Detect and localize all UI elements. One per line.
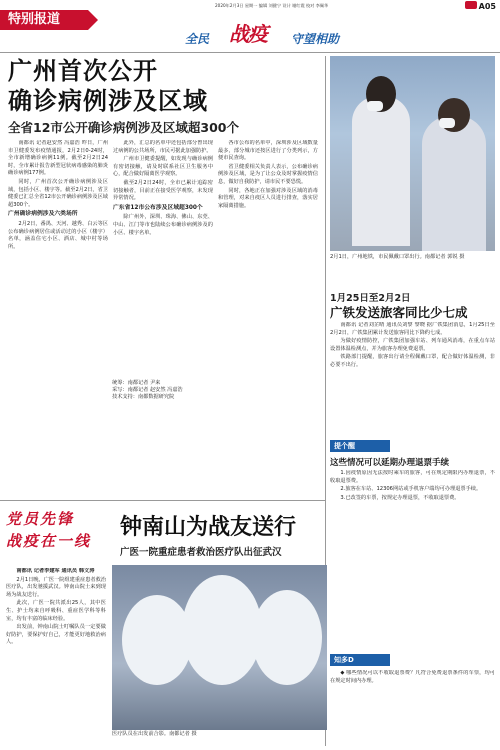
bottom-article-body	[6, 568, 106, 746]
article-paragraph: 南都讯 记者赵安然 冯嘉浩 昨日，广州市卫健委发布疫情通报，2月2日0-24时，全市新增确诊病例11例。截至2月2日24时，全市累计报告新型冠状病毒感染的肺炎确诊病例177例。	[8, 140, 108, 177]
article-paragraph: 此次，广医一院共派出25人，其中医生、护士均来自呼吸科、重症医学科等科室，均有丰富的临床经验。	[6, 600, 106, 622]
news-photo-medical-team	[112, 565, 327, 730]
photo-person	[182, 575, 262, 685]
article-column-2	[113, 140, 213, 375]
date-heading: 1月25日至2月2日	[330, 293, 411, 304]
slogan-part-1: 全民	[185, 32, 210, 46]
article-paragraph: 南都讯 记者刘芷晴 通讯员刘黎 黎晓 据广铁集团消息，1月25日至2月2日，广铁集团累计发送旅客同比下降约七成。	[330, 322, 495, 336]
right-article-body	[330, 322, 495, 437]
header-divider	[0, 52, 500, 53]
news-photo-metro	[330, 56, 495, 251]
article-byline: 南都讯 记者李建军 通讯员 韩文涛	[16, 568, 95, 574]
photo-person	[122, 595, 192, 685]
slogan-part-2: 战疫	[229, 22, 267, 46]
knowledge-label: 知多D	[330, 654, 390, 666]
main-headline	[8, 56, 308, 116]
credit-line: 统筹：南都记者 尹来	[112, 380, 161, 386]
tip-paragraph: 2.旅客在车站、12306网站或手机客户端均可办理退票手续。	[340, 486, 482, 493]
photo-caption: 医疗队员在出发前合影。南都记者 摄	[112, 731, 197, 737]
article-paragraph: 截至2月2日24时，全市已累计追踪密切接触者，目前正在接受医学观察，未发现异常情况。	[113, 179, 213, 202]
photo-person	[352, 96, 410, 246]
article-paragraph: 为做好疫情防控，广铁集团加强车站、列车通风消毒，在重点车站设置体温检测点，并为旅客办理免费退票。	[330, 338, 495, 352]
article-column-3	[218, 140, 318, 375]
banner-line-2: 战疫在一线	[6, 532, 92, 550]
photo-person	[422, 116, 486, 251]
article-paragraph: 广州市卫健委提醒，如发现与确诊病例有密切接触，请及时联系社区卫生服务中心，配合做好隔离医学观察。	[113, 156, 213, 178]
credit-line: 采写：南都记者 赵安然 冯嘉浩	[112, 387, 183, 393]
section-divider	[0, 500, 325, 501]
article-paragraph: 同时，各地正在加强对涉及区域的消毒和管理，对来自疫区人员进行排查，落实居家隔离措施。	[218, 187, 318, 209]
credit-line: 技术支持：南都数据研究院	[112, 394, 175, 400]
tip-paragraph: 3.已改签的车票，按规定办理退票，不收取退票费。	[340, 494, 460, 501]
headline-line-1: 广州首次公开	[8, 56, 158, 85]
credits-box	[112, 380, 322, 401]
article-column-1	[8, 140, 108, 495]
article-paragraph: 此外，汇总的名单中还包括部分曾出现过病例的公共场所，市民可据此加强防护。	[113, 140, 213, 154]
knowledge-paragraph: ◆ 哪些情况可以不收取退票费？凡符合免费退票条件的车票，均可在规定时间内办理。	[330, 670, 495, 684]
tip-title: 这些情况可以延期办理退票手续	[330, 458, 450, 468]
bottom-subhead: 广医一院重症患者救治医疗队出征武汉	[120, 547, 282, 558]
banner-line-1: 党员先锋	[6, 510, 75, 528]
headline-line-2: 确诊病例涉及区域	[8, 86, 208, 115]
page-meta: 2020年2月3日 星期一 编辑 刘健宁 设计 谢红霞 校对 李佩华	[215, 3, 329, 8]
article-paragraph: 2月2日，番禺、天河、越秀、白云等区公布确诊病例居住或活动过的小区（楼宇）名单，涵盖住宅小区、酒店、城中村等场所。	[8, 220, 108, 250]
page-number: A05	[478, 2, 496, 11]
section-heading: 广州确诊病例涉及六类场所	[8, 211, 78, 218]
section-banner: 特别报道	[0, 10, 88, 30]
article-paragraph: 2月1日晚，广医一院组建重症患者救治医疗队，出发驰援武汉。钟南山院士来到现场为战友送行。	[6, 576, 106, 598]
article-paragraph: 省卫健委相关负责人表示，公布确诊病例涉及区域，是为了让公众及时掌握疫情信息，做好自我防护，请市民不要恐慌。	[218, 163, 318, 185]
article-paragraph: 除广州外，深圳、珠海、佛山、东莞、中山、江门等市也陆续公布确诊病例涉及的小区、楼宇名单。	[113, 214, 213, 236]
section-heading: 广东省12市公布涉及区域超300个	[113, 204, 203, 211]
newspaper-logo-icon	[465, 1, 477, 9]
party-banner	[6, 508, 102, 564]
article-paragraph: 各市公布的名单中，深圳涉及区域数量最多，部分城市还按区进行了分类列示，方便市民查询。	[218, 140, 318, 162]
face-mask-icon	[439, 118, 455, 128]
tip-label: 提个醒	[330, 440, 390, 452]
knowledge-body	[330, 670, 495, 745]
photo-person	[252, 590, 322, 685]
tip-body	[330, 470, 495, 650]
article-title: 广铁发送旅客同比少七成	[330, 305, 468, 320]
photo-caption: 2月1日，广州地铁，市民佩戴口罩出行。南都记者 郭锐 摄	[330, 254, 465, 260]
slogan-part-3: 守望相助	[291, 32, 340, 46]
tip-paragraph: 1.因疫情原因无法按时乘车的旅客，可在规定期限内办理退票，不收取退票费。	[330, 470, 495, 484]
campaign-slogan	[185, 14, 395, 48]
face-mask-icon	[367, 101, 383, 111]
main-subhead: 全省12市公开确诊病例涉及区域超300个	[8, 120, 239, 135]
bottom-headline: 钟南山为战友送行	[120, 514, 297, 540]
article-paragraph: 同时，广州首次公开确诊病例涉及区域，包括小区、楼宇等。截至2月2日，省卫健委已汇总全省12市公开确诊病例涉及区域超300个。	[8, 178, 108, 208]
article-paragraph: 出发前，钟南山院士叮嘱队员一定要做好防护，要保护好自己，才能更好地救治病人。	[6, 624, 106, 646]
article-paragraph: 铁路部门提醒，旅客出行请全程佩戴口罩，配合做好体温检测，非必要不出行。	[330, 354, 495, 368]
